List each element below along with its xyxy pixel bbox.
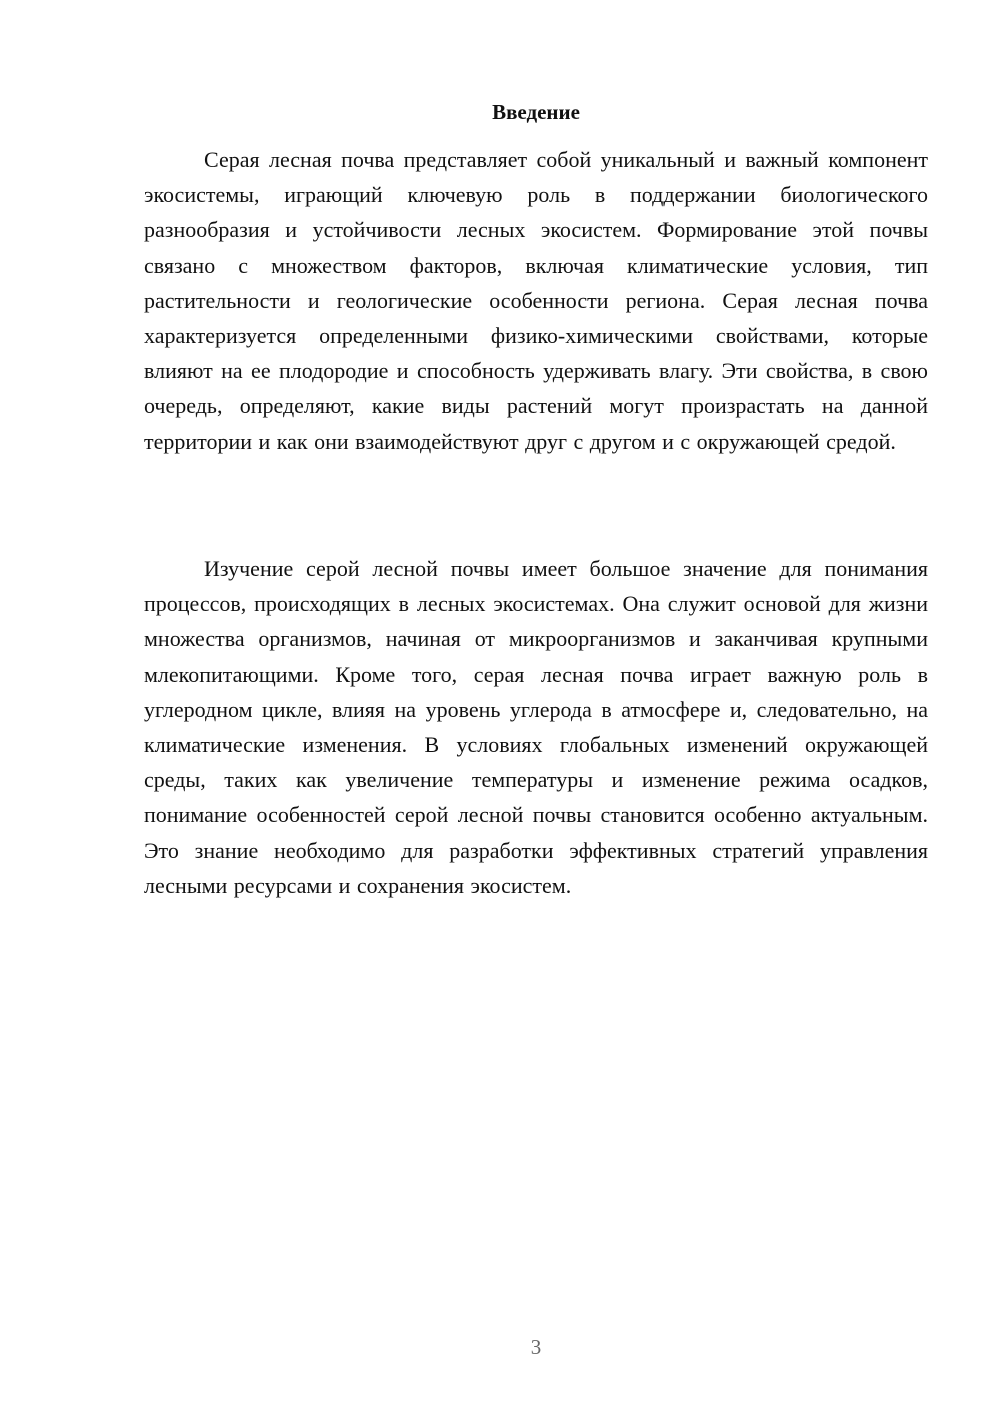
section-title: Введение [492,100,580,124]
paragraph-1: Серая лесная почва представляет собой уникальный и важный компонент экосистемы, играющий ключевую роль в поддержании биологического разнообразия и устойчивости лесных экосистем. Формирование этой почвы связано с множеством факторов, включая климатические условия, тип растительности и геологические особенности региона. Серая лесная почва характеризуется определенными физико-химическими свойствами, которые влияют на ее плодородие и способность удерживать влагу. Эти свойства, в свою очередь, определяют, какие виды растений могут произрастать на данной территории и как они взаимодействуют друг с другом и с окружающей средой. [144,147,928,454]
page-number: 3 [530,1335,542,1359]
paragraph-2: Изучение серой лесной почвы имеет большое значение для понимания процессов, происходящих в лесных экосистемах. Она служит основой для жизни множества организмов, начиная от микроорганизмов и заканчивая крупными млекопитающими. Кроме того, серая лесная почва играет важную роль в углеродном цикле, влияя на уровень углерода в атмосфере и, следовательно, на климатические изменения. В условиях глобальных изменений окружающей среды, таких как увеличение температуры и изменение режима осадков, понимание особенностей серой лесной почвы становится особенно актуальным. Это знание необходимо для разработки эффективных стратегий управления лесными ресурсами и сохранения экосистем. [144,556,928,898]
